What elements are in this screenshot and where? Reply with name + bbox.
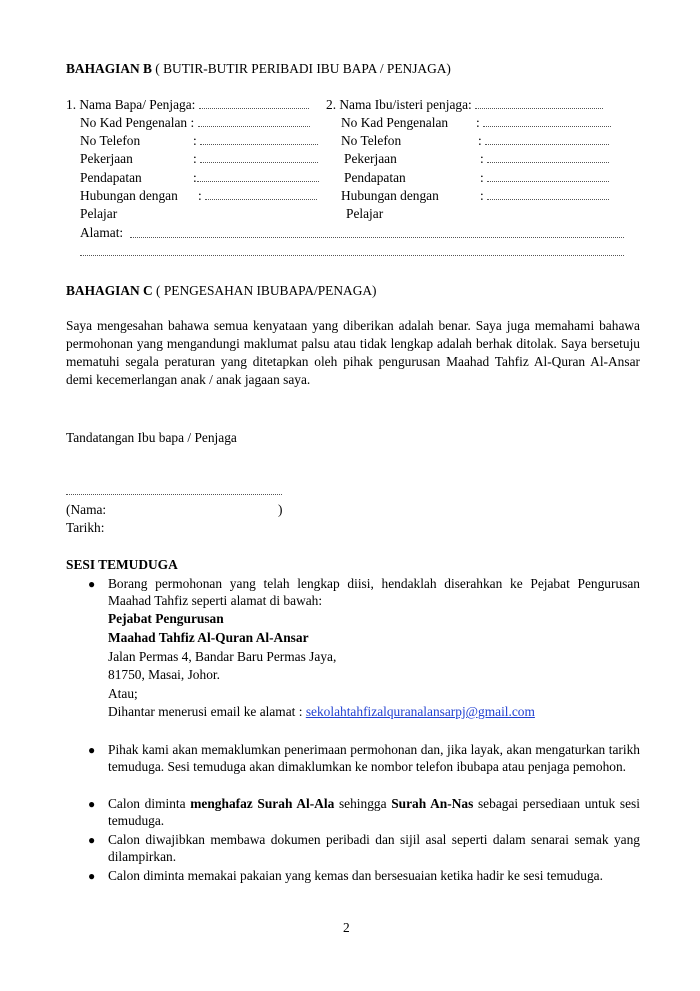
bullet-3-part-a: Calon diminta [108, 796, 191, 811]
colon: : [480, 170, 484, 185]
mother-name-label [326, 97, 603, 113]
bullet-3-part-c: sehingga [334, 796, 392, 811]
email-prefix: Dihantar menerusi email ke alamat : [108, 704, 306, 719]
section-b-heading [66, 61, 451, 77]
name-label: (Nama: [66, 502, 107, 517]
mother-job-field[interactable] [487, 152, 609, 163]
father-ic-text: No Kad Pengenalan : [80, 115, 195, 130]
date-label: Tarikh: [66, 520, 105, 535]
mother-phone-colon [478, 133, 609, 149]
page-number: 2 [343, 920, 350, 935]
name-close-paren: ) [278, 502, 283, 517]
father-income-colon [193, 170, 319, 186]
mother-ic-field[interactable] [483, 116, 611, 127]
bullet-dot: ● [88, 833, 96, 847]
father-name-label [66, 97, 309, 113]
declaration-paragraph: Saya mengesahan bahawa semua kenyataan yang diberikan adalah benar. Saya juga memahami bahawa permohonan yang mengandungi maklumat palsu atau tidak lengkap adalah berhak ditolak. Saya bersetuju mematuhi segala peraturan yang ditetapkan oleh pihak pengurusan Maahad Tahfiz Al-Quran Al-Ansar demi kecemerlangan anak / anak jagaan saya. [66, 318, 640, 387]
bullet-2-text: Pihak kami akan memaklumkan penerimaan permohonan dan, jika layak, akan mengaturkan tarikh temuduga. Sesi temuduga akan dimaklumkan ke nombor telefon ibubapa atau penjaga pemohon. [108, 742, 640, 774]
father-relation-field[interactable] [205, 189, 317, 200]
bullet-dot: ● [88, 743, 96, 757]
email-line [108, 704, 535, 720]
section-c-heading-rest: ( PENGESAHAN IBUBAPA/PENAGA) [152, 283, 377, 298]
father-job-label: Pekerjaan [80, 151, 133, 166]
mother-ic-label: No Kad Pengenalan [341, 115, 449, 130]
mother-phone-field[interactable] [485, 134, 609, 145]
mother-job-colon [480, 151, 609, 167]
section-c-heading-bold: BAHAGIAN C [66, 283, 153, 298]
mother-income-label: Pendapatan [344, 170, 406, 185]
bullet-3-surah-start: menghafaz Surah Al-Ala [190, 796, 335, 811]
mother-income-colon [480, 170, 609, 186]
mother-ic-colon [476, 115, 611, 131]
mother-relation-colon [480, 188, 609, 204]
mother-income-field[interactable] [487, 171, 609, 182]
bullet-3-part-e: sebagai persediaan untuk sesi temuduga. [108, 796, 640, 828]
father-name-field[interactable] [199, 98, 309, 109]
father-student-label: Pelajar [80, 206, 118, 221]
father-income-field[interactable] [197, 171, 319, 182]
mother-relation-field[interactable] [487, 189, 609, 200]
mother-name-field[interactable] [475, 98, 603, 109]
colon: : [476, 115, 480, 130]
bullet-dot: ● [88, 797, 96, 811]
address-label: Alamat: [80, 225, 124, 240]
office-name-line-1: Pejabat Pengurusan [108, 611, 224, 626]
bullet-4-text: Calon diwajibkan membawa dokumen peribadi dan sijil asal seperti dalam senarai semak yang dilampirkan. [108, 832, 640, 864]
colon: : [480, 188, 484, 203]
section-b-heading-rest: ( BUTIR-BUTIR PERIBADI IBU BAPA / PENJAGA) [151, 61, 451, 76]
bullet-3-text [108, 795, 640, 829]
colon: : [193, 151, 197, 166]
colon: : [193, 133, 197, 148]
office-address-line-2: 81750, Masai, Johor. [108, 667, 220, 682]
father-income-label: Pendapatan [80, 170, 142, 185]
bullet-1-text: Borang permohonan yang telah lengkap diisi, hendaklah diserahkan ke Pejabat Pengurusan Maahad Tahfiz seperti alamat di bawah: [108, 576, 640, 608]
colon: : [193, 170, 197, 185]
colon: : [198, 188, 202, 203]
mother-name-title: 2. Nama Ibu/isteri penjaga: [326, 97, 472, 112]
father-phone-colon [193, 133, 318, 149]
father-phone-label: No Telefon [80, 133, 141, 148]
father-job-colon [193, 151, 318, 167]
or-text: Atau; [108, 686, 138, 701]
mother-job-label: Pekerjaan [344, 151, 397, 166]
bullet-3-surah-end: Surah An-Nas [391, 796, 474, 811]
bullet-dot: ● [88, 577, 96, 591]
bullet-dot: ● [88, 869, 96, 883]
mother-relation-label: Hubungan dengan [341, 188, 439, 203]
father-job-field[interactable] [200, 152, 318, 163]
mother-student-label: Pelajar [346, 206, 384, 221]
address-line-1[interactable] [130, 227, 624, 238]
interview-heading: SESI TEMUDUGA [66, 557, 178, 572]
father-relation-colon [198, 188, 317, 204]
address-line-2[interactable] [80, 245, 624, 256]
father-ic-label [80, 115, 310, 131]
signature-label: Tandatangan Ibu bapa / Penjaga [66, 430, 237, 445]
father-ic-field[interactable] [198, 116, 310, 127]
father-name-title: 1. Nama Bapa/ Penjaga: [66, 97, 196, 112]
colon: : [480, 151, 484, 166]
mother-phone-label: No Telefon [341, 133, 402, 148]
email-link[interactable]: sekolahtahfizalquranalansarpj@gmail.com [305, 704, 535, 719]
office-address-line-1: Jalan Permas 4, Bandar Baru Permas Jaya, [108, 649, 337, 664]
father-relation-label: Hubungan dengan [80, 188, 178, 203]
colon: : [478, 133, 482, 148]
section-b-heading-bold: BAHAGIAN B [66, 61, 152, 76]
bullet-5-text: Calon diminta memakai pakaian yang kemas dan bersesuaian ketika hadir ke sesi temuduga. [108, 868, 603, 883]
section-c-heading [66, 283, 377, 299]
signature-line[interactable] [66, 486, 282, 495]
father-phone-field[interactable] [200, 134, 318, 145]
office-name-line-2: Maahad Tahfiz Al-Quran Al-Ansar [108, 630, 309, 645]
